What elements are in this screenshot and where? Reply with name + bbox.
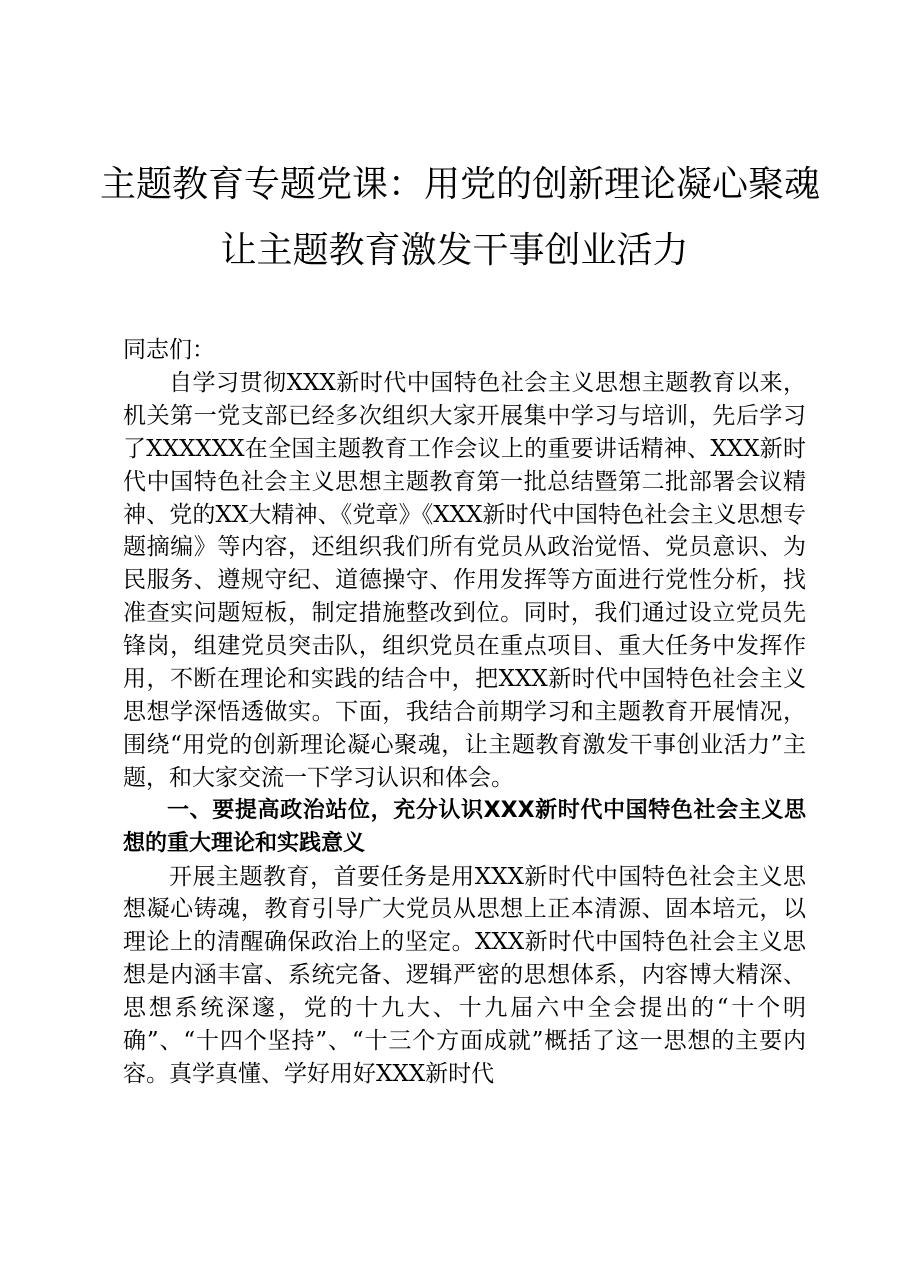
document-body	[123, 334, 806, 1091]
salutation: 同志们：	[123, 337, 215, 363]
body-paragraph-1: 自学习贯彻XXX新时代中国特色社会主义思想主题教育以来，机关第一党支部已经多次组织大家开展集中学习与培训，先后学习了XXXXXX在全国主题教育工作会议上的重要讲话精神、XXX新时代中国特色社会主义思想主题教育第一批总结暨第二批部署会议精神、党的XX大精神、《党章》《XXX新时代中国特色社会主义思想专题摘编》等内容，还组织我们所有党员从政治觉悟、党员意识、为民服务、遵规守纪、道德操守、作用发挥等方面进行党性分析，找准查实问题短板，制定措施整改到位。同时，我们通过设立党员先锋岗，组建党员突击队，组织党员在重点项目、重大任务中发挥作用，不断在理论和实践的结合中，把XXX新时代中国特色社会主义思想学深悟透做实。下面，我结合前期学习和主题教育开展情况，围绕“用党的创新理论凝心聚魂，让主题教育激发干事创业活力”主题，和大家交流一下学习认识和体会。	[123, 369, 806, 791]
section-heading-1: 一、要提高政治站位，充分认识XXX新时代中国特色社会主义思想的重大理论和实践意义	[123, 797, 806, 856]
document-title-line-2: 让主题教育激发干事创业活力	[220, 230, 689, 271]
document-title-line-1: 主题教育专题党课：用党的创新理论凝心聚魂	[100, 164, 821, 205]
body-paragraph-2: 开展主题教育，首要任务是用XXX新时代中国特色社会主义思想凝心铸魂，教育引导广大党员从思想上正本清源、固本培元，以理论上的清醒确保政治上的坚定。XXX新时代中国特色社会主义思想是内涵丰富、系统完备、逻辑严密的思想体系，内容博大精深、思想系统深邃，党的十九大、十九届六中全会提出的“十个明确”、“十四个坚持”、“十三个方面成就”概括了这一思想的主要内容。真学真懂、学好用好XXX新时代	[123, 863, 806, 1087]
